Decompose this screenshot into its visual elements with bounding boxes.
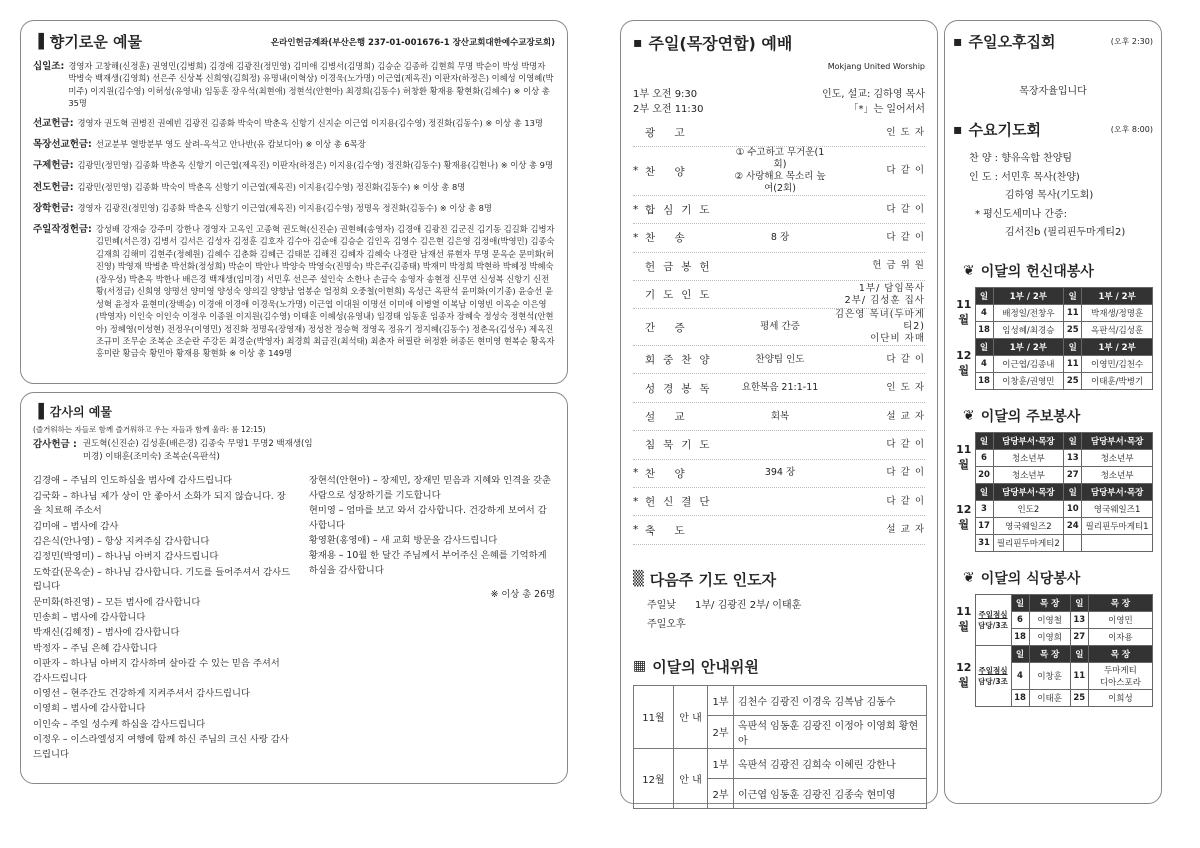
order-star: *: [633, 165, 639, 178]
thanks-offer-text: 권도혁(신진순) 김성훈(배은경) 김종숙 무명1 무명2 백재생(임미경) 이태훈(조미숙) 조복순(옥판석): [82, 439, 313, 463]
next-prayer-label-day: 주일낮: [647, 599, 676, 611]
order-content: 평세 간증: [760, 321, 800, 333]
order-leader: 다 같 이: [886, 467, 925, 479]
offering-label: 십일조:: [33, 61, 65, 72]
thanks-entry: 이판자 – 하나님 아버지 감사하며 살아갈 수 있는 믿음 주셔서 감사드립니다: [33, 658, 280, 684]
afternoon-title: 주일오후집회: [968, 33, 1056, 51]
ushers-part: 1부: [708, 685, 734, 715]
service-name: 청소년부: [993, 466, 1064, 483]
thanks-title: 감사의 예물: [49, 405, 112, 419]
service-day: 3: [975, 500, 993, 517]
order-content: 394 장: [764, 467, 796, 479]
order-item: 찬 송: [645, 232, 693, 245]
header-cell: 1부 / 2부: [1082, 287, 1153, 304]
ushers-names: 옥판석 김광진 김희숙 이혜린 강한나: [734, 748, 927, 778]
wednesday-lead: 인 도 : 서민후 목사(찬양): [969, 171, 1080, 183]
ushers-part: 2부: [708, 778, 734, 808]
header-cell: 1부 / 2부: [1082, 338, 1153, 355]
service-title: [953, 406, 1153, 426]
service-name: 청소년부: [1082, 449, 1153, 466]
header-cell: 담당부서·목장: [1082, 432, 1153, 449]
service-name: 두마게티 디아스포라: [1088, 662, 1152, 689]
header-cell: 담당부서·목장: [1082, 483, 1153, 500]
header-cell: 목 장: [1088, 594, 1152, 611]
offering-label: 전도헌금:: [33, 181, 74, 193]
service-cafeteria: [953, 568, 1153, 707]
header-cell: 목 장: [1088, 645, 1152, 662]
order-row: [633, 119, 925, 147]
service-day: 25: [1070, 689, 1088, 706]
order-item: 헌신결단: [645, 496, 718, 509]
offering-label: 장학헌금:: [33, 202, 74, 214]
service-name: 필리핀두마게티1: [1082, 517, 1153, 534]
offering-names: 김광민(정민영) 김종화 박숙이 박춘옥 신항기 이근엽(제옥진) 이지용(김수영) 정진화(김동수) ※ 이상 총 8명: [77, 181, 466, 192]
time-second: 2부 오전 11:30: [633, 104, 704, 115]
order-item: 축 도: [645, 524, 693, 537]
thanks-total: ※ 이상 총 26명: [490, 589, 555, 601]
service-name: 옥판석/김성훈: [1082, 321, 1153, 338]
order-item: 설 교: [645, 411, 693, 424]
order-leader: 다 같 이: [886, 165, 925, 177]
leaf-icon: ❦: [963, 407, 975, 424]
ushers-names: 옥판석 임동훈 김광진 이정아 이영희 황현아: [734, 715, 927, 748]
thanks-entry: 도학갈(문옥순) – 하나님 감사합니다. 기도를 들어주셔서 감사드립니다: [33, 566, 291, 593]
afternoon-time: (오후 2:30): [1110, 37, 1153, 46]
order-row: [633, 516, 925, 544]
wednesday-seminar: * 평신도세미나 간증:: [975, 208, 1068, 220]
worship-leader: 인도, 설교: 김하영 목사: [821, 89, 925, 100]
wednesday-lead2: 김하영 목사(기도회): [1005, 190, 1094, 201]
service-name: 배정일/전창우: [993, 304, 1064, 321]
service-title: [953, 568, 1153, 588]
offering-row: [33, 60, 555, 110]
service-name: 이희성: [1088, 689, 1152, 706]
service-day: 13: [1064, 449, 1082, 466]
service-name: 임성혜/최경승: [993, 321, 1064, 338]
order-content: 회복: [770, 410, 790, 422]
header-cell: 담당부서·목장: [993, 483, 1064, 500]
service-day: 4: [975, 355, 993, 372]
service-name: 인도2: [993, 500, 1064, 517]
header-cell: 일: [1064, 287, 1082, 304]
bullet-icon: ▐: [33, 403, 44, 420]
service-day: [1064, 534, 1082, 551]
order-row: [633, 346, 925, 374]
header-cell: 일: [975, 483, 993, 500]
service-day: 18: [1011, 628, 1029, 645]
ushers-month: 12월: [634, 748, 674, 808]
offering-row: [33, 181, 555, 195]
service-name: 이영민/김천수: [1082, 355, 1153, 372]
order-of-worship: [633, 119, 925, 545]
order-row: [633, 147, 925, 196]
header-cell: 일: [975, 432, 993, 449]
service-name: 영국웨일즈1: [1082, 500, 1153, 517]
service-day: 20: [975, 466, 993, 483]
thanks-entry: 민송희 – 범사에 감사합니다: [33, 612, 146, 623]
month-label: 12월: [956, 502, 972, 531]
dept-name: 주일점심: [978, 665, 1008, 675]
service-day: 25: [1064, 372, 1082, 389]
ushers-role: 안 내: [674, 685, 708, 748]
bullet-icon: ▪: [633, 34, 643, 51]
header-cell: 일: [1064, 338, 1082, 355]
order-item: 찬 양: [645, 467, 693, 480]
order-leader: 다 같 이: [886, 353, 925, 365]
order-leader: 김은영 목녀(두마게티2) 이단비 자매: [834, 309, 925, 345]
thanks-entry: 김정민(박영미) – 하나님 아버지 감사드립니다: [33, 551, 219, 563]
thanks-entry: 박정자 – 주님 은혜 감사합니다: [33, 642, 158, 654]
offering-row: [33, 223, 555, 360]
bullet-icon: ▐: [33, 33, 44, 50]
order-leader: 다 같 이: [886, 203, 925, 215]
service-day: 27: [1064, 466, 1082, 483]
service-day: 6: [1011, 611, 1029, 628]
order-item: 합심기도: [645, 204, 718, 217]
service-day: 13: [1070, 611, 1088, 628]
ushers-month: 11월: [634, 685, 674, 748]
bullet-icon: ▒: [633, 571, 644, 588]
service-day: 17: [975, 517, 993, 534]
service-title-text: 이달의 주보봉사: [980, 408, 1081, 425]
header-cell: 일: [1011, 645, 1029, 662]
service-name: 이자용: [1088, 628, 1152, 645]
thanks-right-column: [309, 474, 555, 578]
thanks-entry: 황재용 – 10월 한 달간 주님께서 부어주신 은혜를 기억하게 하심을 감사합니다: [308, 550, 547, 576]
thanks-entry: 김은식(안나영) – 항상 지켜주심 감사합니다: [33, 535, 210, 547]
service-day: 10: [1064, 500, 1082, 517]
thanks-entry: 이영희 – 범사에 감사합니다: [33, 703, 146, 715]
service-day: 25: [1064, 321, 1082, 338]
offering-names: 경영자 김광진(정민영) 김종화 박춘옥 신항기 이근엽(제옥진) 이지용(김수영) 정명옥 정진화(김동수) ※ 이상 총 8명: [77, 202, 492, 213]
order-leader: 다 같 이: [886, 495, 925, 507]
service-bulletin: [953, 406, 1153, 552]
service-name: 이근엽/김종내: [993, 355, 1064, 372]
service-name: 청소년부: [993, 449, 1064, 466]
standing-note: 「*」는 일어서서: [848, 104, 925, 115]
ushers-title: 이달의 안내위원: [652, 657, 759, 676]
ushers-names: 이근엽 임동훈 김광진 김종숙 현미영: [734, 778, 927, 808]
service-day: 27: [1070, 628, 1088, 645]
ushers-table: [633, 685, 927, 809]
dept-team: 담당/3조: [978, 676, 1008, 686]
thanks-entry: 황영환(홍영애) – 새 교회 방문을 감사드립니다: [308, 534, 498, 546]
service-day: 11: [1070, 662, 1088, 689]
right-panel: [944, 20, 1162, 804]
ushers-part: 1부: [708, 748, 734, 778]
order-row: [633, 224, 925, 252]
thanks-entry: 이정우 – 이스라엘성지 여행에 함께 하신 주님의 크신 사랑 감사드립니다: [33, 734, 289, 760]
service-table: [953, 594, 1153, 707]
service-day: 6: [975, 449, 993, 466]
order-item: 침묵기도: [645, 439, 718, 452]
service-name: 이태훈: [1029, 689, 1070, 706]
header-cell: 1부 / 2부: [993, 338, 1064, 355]
service-name: [1082, 534, 1153, 551]
header-cell: 일: [1070, 645, 1088, 662]
service-table: [953, 287, 1153, 390]
order-row: [633, 431, 925, 459]
offering-label: 선교헌금:: [33, 117, 74, 129]
service-day: 4: [1011, 662, 1029, 689]
order-item: 기도인도: [645, 289, 718, 302]
account-info: 온라인헌금계좌(부산은행 237-01-001676-1 장산교회대한예수교장로회): [270, 37, 555, 48]
order-content: 요한복음 21:1-11: [741, 382, 819, 394]
ushers-names: 김천수 김광진 이경욱 김복남 김동수: [734, 685, 927, 715]
order-item: 찬 양: [645, 165, 693, 178]
bullet-icon: ▦: [633, 658, 647, 675]
offering-names: 경영자 고창해(신정훈) 권영민(김병희) 김경애 김광진(정민영) 김미애 김병서(김명희) 김승순 김종하 김현희 무명 박순이 박성 박명자 박병숙 백재생(김영희) 선은주 신상복 신희영(김희정) 유명내(이혁상) 이경욱(노가명) 이근엽(제옥진) 이판자(하정은) 이혜성 이영혜(박미주) 이지원(김수영) 이허성(유영내) 임동훈 장우석(최현애) 정현석(안현아) 최경희(김동수) 허창환 황재용 황현화(김혜수) ※ 이상 총 35명: [68, 61, 554, 109]
header-cell: 일: [1064, 432, 1082, 449]
header-cell: 일: [1064, 483, 1082, 500]
offering-list: [33, 60, 555, 360]
offering-label: 주일작정헌금:: [33, 224, 92, 235]
service-day: 4: [975, 304, 993, 321]
dept-name: 주일점심: [978, 609, 1008, 619]
service-title-text: 이달의 식당봉사: [980, 570, 1081, 587]
header-cell: 일: [1070, 594, 1088, 611]
month-label: 11월: [956, 298, 972, 326]
service-name: 이태훈/박병기: [1082, 372, 1153, 389]
offering-row: [33, 138, 555, 152]
month-label: 11월: [956, 443, 972, 471]
service-dedication: [953, 261, 1153, 390]
service-table: [953, 432, 1153, 552]
service-day: 18: [975, 321, 993, 338]
thanks-offer-label: 감사헌금 :: [33, 439, 77, 450]
thanks-entry: 이인숙 – 주일 성수케 하심을 감사드립니다: [33, 718, 206, 730]
worship-title: 주일(목장연합) 예배: [648, 34, 793, 53]
wednesday-testimony: 김서진b (필리핀두마게티2): [1005, 227, 1126, 238]
order-leader: 다 같 이: [886, 439, 925, 450]
dept-label: [975, 594, 1011, 645]
header-cell: 일: [1011, 594, 1029, 611]
dept-label: [975, 645, 1011, 706]
offering-row: [33, 159, 555, 173]
order-leader: 1부/ 담임목사 2부/ 김성훈 집사: [844, 282, 925, 306]
order-item: 광 고: [645, 127, 693, 140]
thanks-entry: 이영선 – 현주간도 건강하게 지켜주셔서 감사드립니다: [33, 688, 251, 700]
offering-names: 선교분부 열방분부 영도 살려-옥석고 안나반(유 캄보디아) ※ 이상 총 6목장: [95, 139, 366, 149]
offering-label: 목장선교헌금:: [33, 139, 92, 150]
header-cell: 목 장: [1029, 645, 1070, 662]
service-name: 이영희: [1029, 628, 1070, 645]
order-content: 8 장: [770, 232, 790, 244]
order-star: *: [633, 231, 639, 244]
next-prayer-label-afternoon: 주일오후: [647, 618, 686, 630]
leaf-icon: ❦: [963, 569, 975, 586]
service-name: 영국웨일즈2: [993, 517, 1064, 534]
header-cell: 담당부서·목장: [993, 432, 1064, 449]
order-star: *: [633, 467, 639, 480]
service-name: 이창훈: [1029, 662, 1070, 689]
offering-label: 구제헌금:: [33, 160, 74, 172]
service-day: 24: [1064, 517, 1082, 534]
order-leader: 인 도 자: [886, 382, 925, 394]
order-leader: 다 같 이: [886, 232, 925, 244]
wednesday-title: 수요기도회: [968, 121, 1041, 139]
fragrant-title: 향기로운 예물: [49, 33, 142, 51]
order-item: 회중찬양: [645, 354, 718, 367]
service-name: 필리핀두마게티2: [993, 534, 1064, 551]
thanks-entry: 현미영 – 엄마를 보고 와서 감사합니다. 건강하게 보여서 감사합니다: [308, 505, 547, 531]
order-content: 찬양팀 인도: [755, 353, 805, 365]
service-name: 이영철: [1029, 611, 1070, 628]
thanks-note: (즐거워하는 자들로 함께 즐거워하고 우는 자들과 함께 울라: 롬 12:15): [33, 425, 266, 434]
header-cell: 목 장: [1029, 594, 1070, 611]
month-label: 11월: [956, 605, 972, 633]
order-row: [633, 403, 925, 431]
header-cell: 1부 / 2부: [993, 287, 1064, 304]
offering-names: 경영자 권도혁 권병진 권예빈 김광진 김종화 박숙이 박춘옥 신항기 신지순 이근엽 이지용(김수영) 정진화(김동수) ※ 이상 총 13명: [77, 117, 543, 128]
service-day: 18: [975, 372, 993, 389]
order-row: [633, 460, 925, 488]
order-item: 성경봉독: [645, 382, 718, 395]
thanks-entry: 문미화(하진영) – 모든 범사에 감사합니다: [33, 596, 201, 608]
next-prayer-day: 1부/ 김광진 2부/ 이태훈: [695, 599, 802, 611]
leaf-icon: ❦: [963, 262, 975, 279]
service-name: 이영민: [1088, 611, 1152, 628]
order-item: 헌금봉헌: [645, 260, 718, 273]
header-cell: 일: [975, 338, 993, 355]
bullet-icon: ▪: [953, 121, 963, 138]
header-cell: 일: [975, 287, 993, 304]
order-star: *: [633, 495, 639, 508]
order-row: [633, 374, 925, 402]
order-row: [633, 253, 925, 281]
month-label: 12월: [956, 349, 972, 377]
service-name: 이창훈/권영민: [993, 372, 1064, 389]
order-item: 간 증: [645, 321, 693, 334]
order-row: [633, 309, 925, 346]
wednesday-praise: 찬 양 : 향유옥합 찬양팀: [969, 153, 1073, 164]
order-row: [633, 196, 925, 224]
month-label: 12월: [956, 661, 972, 689]
worship-box: [620, 20, 938, 804]
service-day: 31: [975, 534, 993, 551]
order-leader: 인 도 자: [886, 126, 925, 138]
order-leader: 설 교 자: [886, 524, 925, 536]
service-name: 청소년부: [1082, 466, 1153, 483]
offering-row: [33, 117, 555, 131]
thanks-entry: 김국화 – 하나님 제가 상이 안 좋아서 소화가 되지 않습니다. 장을 치료해 주소서: [33, 490, 286, 517]
service-day: 11: [1064, 355, 1082, 372]
thanks-entry: 김경애 – 주님의 인도하심을 범사에 감사드립니다: [33, 475, 233, 487]
thanks-offering-box: [20, 392, 568, 784]
offering-names: 강성배 강재승 강주미 강한나 경영자 고옥인 고종혁 권도혁(신진순) 권현혜(송영자) 김경애 김광진 김군진 김기동 김길화 김병자 김민혜(서은경) 김병서 김서은 김성자 김정훈 김호자 김수아 김순애 김승순 김인옥 김영수 김은현 김은영 김정애(박영민) 김종숙 김재희 김해미 김현주(정혜원) 김혜수 김춘화 김혜근 김태분 김해진 김혜자 김혜숙 나경란 남재선 류현자 무명 문옥순 문미화(허진영) 박영재 박병춘 박선화(정성희) 박순이 박안나 박양숙 박영숙(진명숙) 박은주(김종태) 박재미 박정희 박현하 박혜정 박혜숙(장우성) 박춘옥 박한나 배은경 백재생(임미경) 서민후 선은주 설인숙 소한나 손금숙 송영자 송현정 신무연 신성복 신항기 신전황(서정금) 신희영 양명선 양미영 양성숙 양의길 양향남 엄봉순 엄정희 오중철(이현희) 옥성근 옥판석 윤미화(이기종) 윤승선 윤성혁 윤정자 윤현미(장백승) 이경애 이경애 이경욱(노가명) 이근엽 이대원 이명선 이미애 이병열 이복남 이영빈 이옥순 이은영(박영자) 이인숙 이인숙 이정우 이종원 이지원(김수영) 이태훈 이혜성(유영내) 임경태 임동훈 임종자 장혜숙 정성숙 정현석(안현아) 정혜영(이성현) 전정우(이영민) 정진화 정명옥(장영재) 정성찬 정승혁 정영옥 정유기 정지혜(김동수) 정춘옥(김성우) 제옥진 조규미 조무순 조복순 조순란 주강돈 최경순(박영자) 최경희 최금진(최석태) 최춘자 허필란 허정환 허종돈 현미영 현복순 황옥자 홍미란 황금숙 황민아 황재용 황현화 ※ 이상 총 149명: [95, 224, 555, 359]
service-day: 11: [1064, 304, 1082, 321]
order-leader: 헌 금 위 원: [872, 260, 925, 272]
ushers-part: 2부: [708, 715, 734, 748]
ushers-role: 안 내: [674, 748, 708, 808]
thanks-entry: 장현석(안현아) – 장제민, 장재민 믿음과 지혜와 인격을 갖춘 사람으로 성장하기를 기도합니다: [308, 475, 552, 501]
order-row: [633, 281, 925, 309]
offering-row: [33, 202, 555, 216]
order-row: [633, 488, 925, 516]
service-name: 박재생/정명훈: [1082, 304, 1153, 321]
offering-names: 김광민(정민영) 김종화 박춘옥 신항기 이근엽(제옥진) 이판자(하정은) 이지용(김수영) 정진화(김동수) 황재용(김현나) ※ 이상 총 9명: [77, 160, 553, 171]
time-first: 1부 오전 9:30: [633, 89, 698, 100]
thanks-entry: 박재신(김혜정) – 범사에 감사합니다: [33, 627, 180, 639]
dept-team: 담당/3조: [978, 620, 1008, 630]
afternoon-text: 목장자율입니다: [1019, 86, 1087, 97]
next-prayer-title: 다음주 기도 인도자: [649, 570, 777, 589]
order-content: ① 수고하고 무거운(1회) ② 사랑해요 목소리 높여(2회): [734, 147, 826, 195]
service-title: [953, 261, 1153, 281]
thanks-left-column: [33, 474, 291, 763]
thanks-entry: 김미애 – 범사에 감사: [33, 520, 119, 532]
order-star: *: [633, 203, 639, 216]
order-leader: 설 교 자: [886, 410, 925, 422]
service-day: 18: [1011, 689, 1029, 706]
bullet-icon: ▪: [953, 33, 963, 50]
wednesday-time: (오후 8:00): [1110, 125, 1153, 134]
fragrant-offering-box: [20, 20, 568, 384]
order-star: *: [633, 524, 639, 537]
service-title-text: 이달의 헌신대봉사: [980, 263, 1094, 280]
worship-subtitle: Mokjang United Worship: [827, 62, 925, 71]
